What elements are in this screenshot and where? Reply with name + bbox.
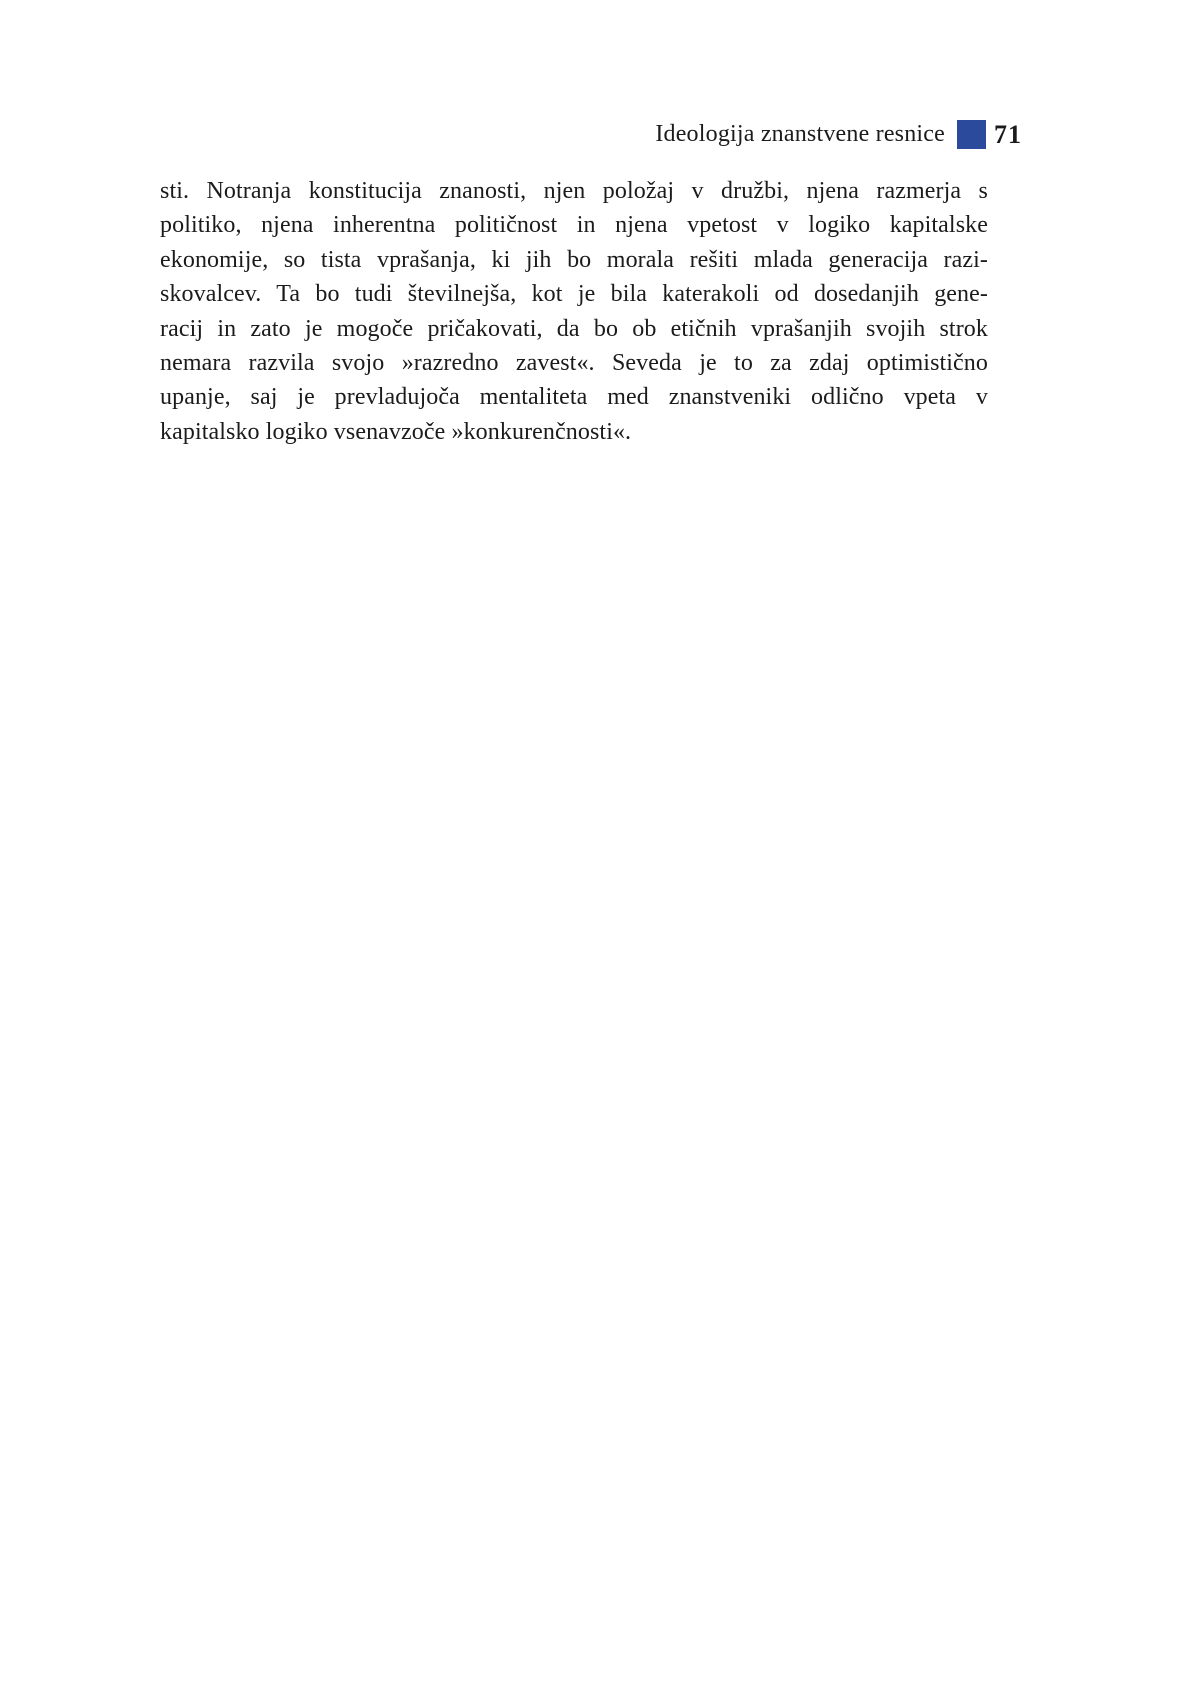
paragraph-line: skovalcev. Ta bo tudi številnejša, kot je bila katerakoli od dosedanjih gene- [160, 281, 988, 308]
header-marker-square-icon [957, 120, 986, 149]
paragraph-line: nemara razvila svojo »razredno zavest«. Seveda je to za zdaj optimistično [160, 350, 988, 377]
paragraph-line: ekonomije, so tista vprašanja, ki jih bo morala rešiti mlada generacija razi- [160, 246, 988, 273]
running-header-title: Ideologija znanstvene resnice [655, 120, 945, 147]
paragraph-line: sti. Notranja konstitucija znanosti, njen položaj v družbi, njena razmerja s [160, 178, 988, 204]
running-header [160, 118, 1022, 150]
paragraph-line: politiko, njena inherentna političnost in njena vpetost v logiko kapitalske [160, 212, 988, 239]
paragraph-line: upanje, saj je prevladujoča mentaliteta med znanstveniki odlično vpeta v [160, 384, 988, 411]
paragraph-line: kapitalsko logiko vsenavzoče »konkurenčnosti«. [160, 418, 632, 445]
page-number: 71 [994, 120, 1022, 149]
paragraph-line: racij in zato je mogoče pričakovati, da bo ob etičnih vprašanjih svojih strok [160, 315, 988, 342]
body-paragraph [160, 174, 988, 449]
